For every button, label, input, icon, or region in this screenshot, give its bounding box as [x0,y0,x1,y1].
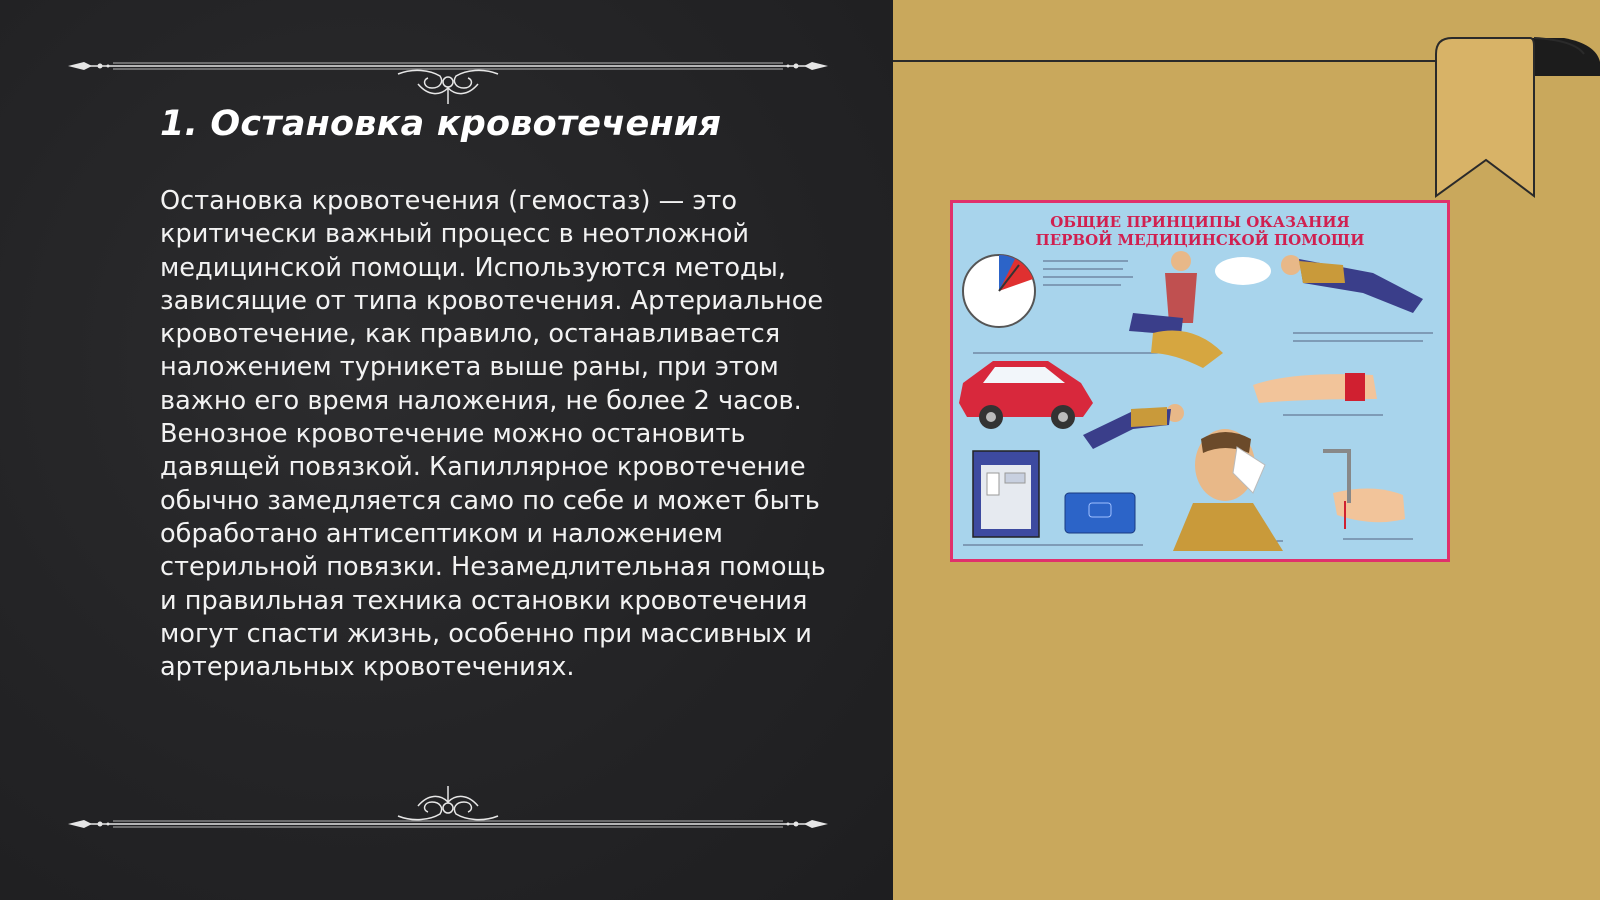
poster-illustration [953,203,1447,559]
slide-title: 1. Остановка кровотечения [160,104,722,144]
decorative-line [893,60,1438,62]
first-aid-poster [950,200,1450,562]
first-aid-kit-icon [973,451,1135,537]
stopwatch-icon [963,255,1035,327]
poster-title-line2: ПЕРВОЙ МЕДИЦИНСКОЙ ПОМОЩИ [1035,231,1365,249]
ornament-divider-bottom [68,772,828,832]
bookmark-ribbon-icon [1434,36,1600,198]
poster-title-line1: ОБЩИЕ ПРИНЦИПЫ ОКАЗАНИЯ [1050,213,1350,231]
ornament-divider-top [68,52,828,112]
slide-body-text: Остановка кровотечения (гемостаз) — это критически важный процесс в неотложной медицинской помощи. Используются методы, зависящие от типа кровотечения. Артериальное кровотечение, как правило, останавливается наложением турникета выше раны, при этом важно его время наложения, не более 2 часов. Венозное кровотечение можно остановить давящей повязкой. Капиллярное кровотечение обычно замедляется само по себе и может быть обработано антисептиком и наложением стерильной повязки. Незамедлительная помощь и правильная техника остановки кровотечения могут спасти жизнь, особенно при массивных и артериальных кровотечениях. [160,186,826,683]
